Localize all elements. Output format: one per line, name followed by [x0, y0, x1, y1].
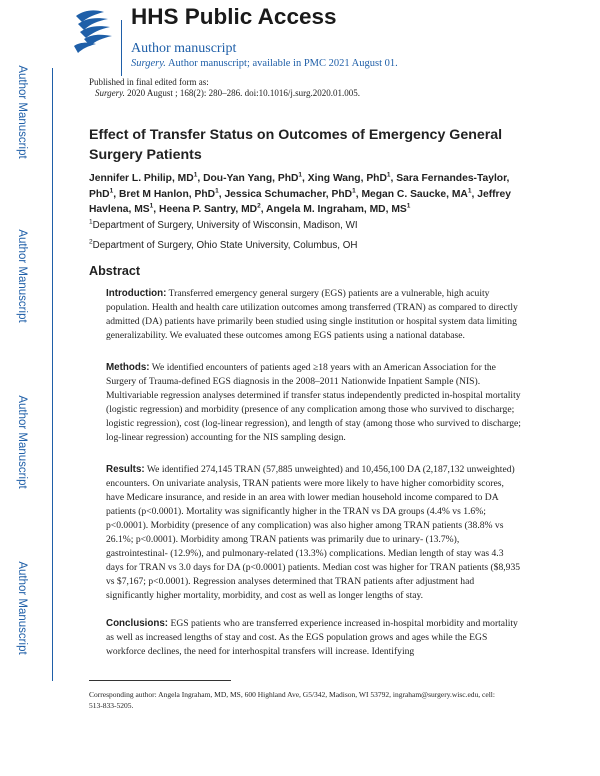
section-label: Methods:: [106, 362, 150, 373]
author: Jeffrey Havlena, $MS^1$: [89, 188, 512, 216]
side-label: Author Manuscript: [16, 395, 28, 489]
author: Jennifer L. Philip, $MD^1$: [89, 171, 198, 184]
corresponding-author-footnote: Corresponding author: Angela Ingraham, MD, MS, 600 Highland Ave, G5/342, Madison, WI 53792, ingraham@surgery.wisc.edu, cell: 513-833-5205.: [89, 690, 495, 710]
header-divider: [121, 20, 122, 76]
abstract-conclusions: Conclusions: EGS patients who are transferred experience increased in-hospital morbidity and mortality as well as increased lengths of stay and cost. As the EGS population grows and ages while the EGS workforce declines, the need for interhospital transfers will increase. Identifying: [106, 618, 518, 657]
author: Jessica Schumacher, PhD$^1$: [224, 187, 356, 200]
section-label: Results:: [106, 464, 145, 475]
author: Angela M. Ingraham, MD, $MS^1$: [266, 202, 411, 216]
abstract-results: Results: We identified 274,145 TRAN (57,885 unweighted) and 10,456,100 DA (2,187,132 unweighted) encounters. On univariate analysis, TRAN patients were more likely to have higher comorbidity scores, have Medicare insurance, and reside in an area with lower median household income compared to DA patients (p<0.0001). Mortality was significantly higher in the TRAN vs DA groups (4.4% vs 1.6%; p<0.0001). Morbidity (presence of any complication) was also higher among TRAN patients (38.8% vs 26.1%; p<0.0001). Morbidity among TRAN patients was primarily due to urinary- (13.7%), gastrointestinal- (12.9%), and pulmonary-related (13.3%) complications. Median length of stay was 4.3 days for TRAN vs 3.0 days for DA (p<0.0001) patients. Median cost was higher for TRAN patients ($8,935 vs $7,167; p<0.0001). Regression analyses determined that TRAN patients after adjustment had significantly higher mortality, morbidity, and cost as well as longer lengths of stay.: [106, 464, 521, 601]
side-label: Author Manuscript: [16, 561, 28, 655]
abstract-heading: Abstract: [89, 264, 141, 278]
availability-text: Author manuscript; available in PMC 2021 August 01.: [165, 58, 398, 69]
citation-journal: Surgery.: [95, 88, 125, 98]
author: Bret M Hanlon, PhD$^1$: [118, 187, 219, 200]
author-manuscript-subtitle: Author manuscript: [131, 41, 237, 56]
citation: [95, 88, 360, 98]
author: Megan C. Saucke, $MA^1$: [361, 187, 472, 200]
citation-details: 2020 August ; 168(2): 280–286. doi:10.1016/j.surg.2020.01.005.: [124, 88, 361, 98]
journal-name: Surgery.: [131, 58, 166, 69]
author-list: Jennifer L. Philip, $MD^1$, Dou-Yan Yang, PhD$^1$, Xing Wang, PhD$^1$, Sara Fernandes-Taylor, PhD$^1$, Bret M Hanlon, PhD$^1$, Jessica Schumacher, PhD$^1$, Megan C. Saucke, $MA^1$, Jeffrey Havlena, $MS^1$, Heena P. Santry, $MD^2$, Angela M. Ingraham, MD, $MS^1$: [89, 171, 512, 216]
footnote-divider: [89, 680, 231, 681]
author: Xing Wang, PhD$^1$: [307, 171, 391, 184]
side-label: Author Manuscript: [16, 229, 28, 323]
abstract-introduction: Introduction: Transferred emergency general surgery (EGS) patients are a vulnerable, high acuity population. Health and health care utilization outcomes among transferred (TRAN) as compared to directly admitted (DA) patients have primarily been studied using single institution or hospital system data limiting generalizability. We evaluated these outcomes among EGS patients using a national database.: [106, 288, 518, 341]
author: Sara Fernandes-Taylor, PhD$^1$: [89, 173, 510, 200]
author: Dou-Yan Yang, PhD$^1$: [203, 171, 303, 184]
published-in-label: Published in final edited form as:: [89, 77, 209, 87]
section-label: Conclusions:: [106, 618, 169, 629]
affiliation: $^1$Department of Surgery, University of Wisconsin, Madison, WI: [89, 218, 358, 231]
author: Heena P. Santry, $MD^2$: [159, 202, 261, 216]
margin-rule: [52, 68, 53, 681]
article-title: Effect of Transfer Status on Outcomes of Emergency General Surgery Patients: [89, 127, 503, 163]
side-label: Author Manuscript: [16, 65, 28, 159]
hhs-public-access-title: HHS Public Access: [131, 4, 337, 29]
affiliation: $^2$Department of Surgery, Ohio State University, Columbus, OH: [89, 238, 358, 251]
hhs-eagle-logo-icon: [70, 6, 116, 56]
abstract-methods: Methods: We identified encounters of patients aged ≥18 years with an American Association for the Surgery of Trauma-defined EGS diagnosis in the 2008–2011 Nationwide Inpatient Sample (NIS). Multivariable regression analyses determined if transfer status independently predicted in-hospital mortality (logistic regression) and morbidity (presence of any complication among those who survived to discharge; logistic regression), cost (log-linear regression), and length of stay (among those who survived to discharge; log-linear regression) accounting for the NIS sampling design.: [106, 362, 521, 443]
availability-line: [131, 58, 398, 69]
section-label: Introduction:: [106, 288, 167, 299]
